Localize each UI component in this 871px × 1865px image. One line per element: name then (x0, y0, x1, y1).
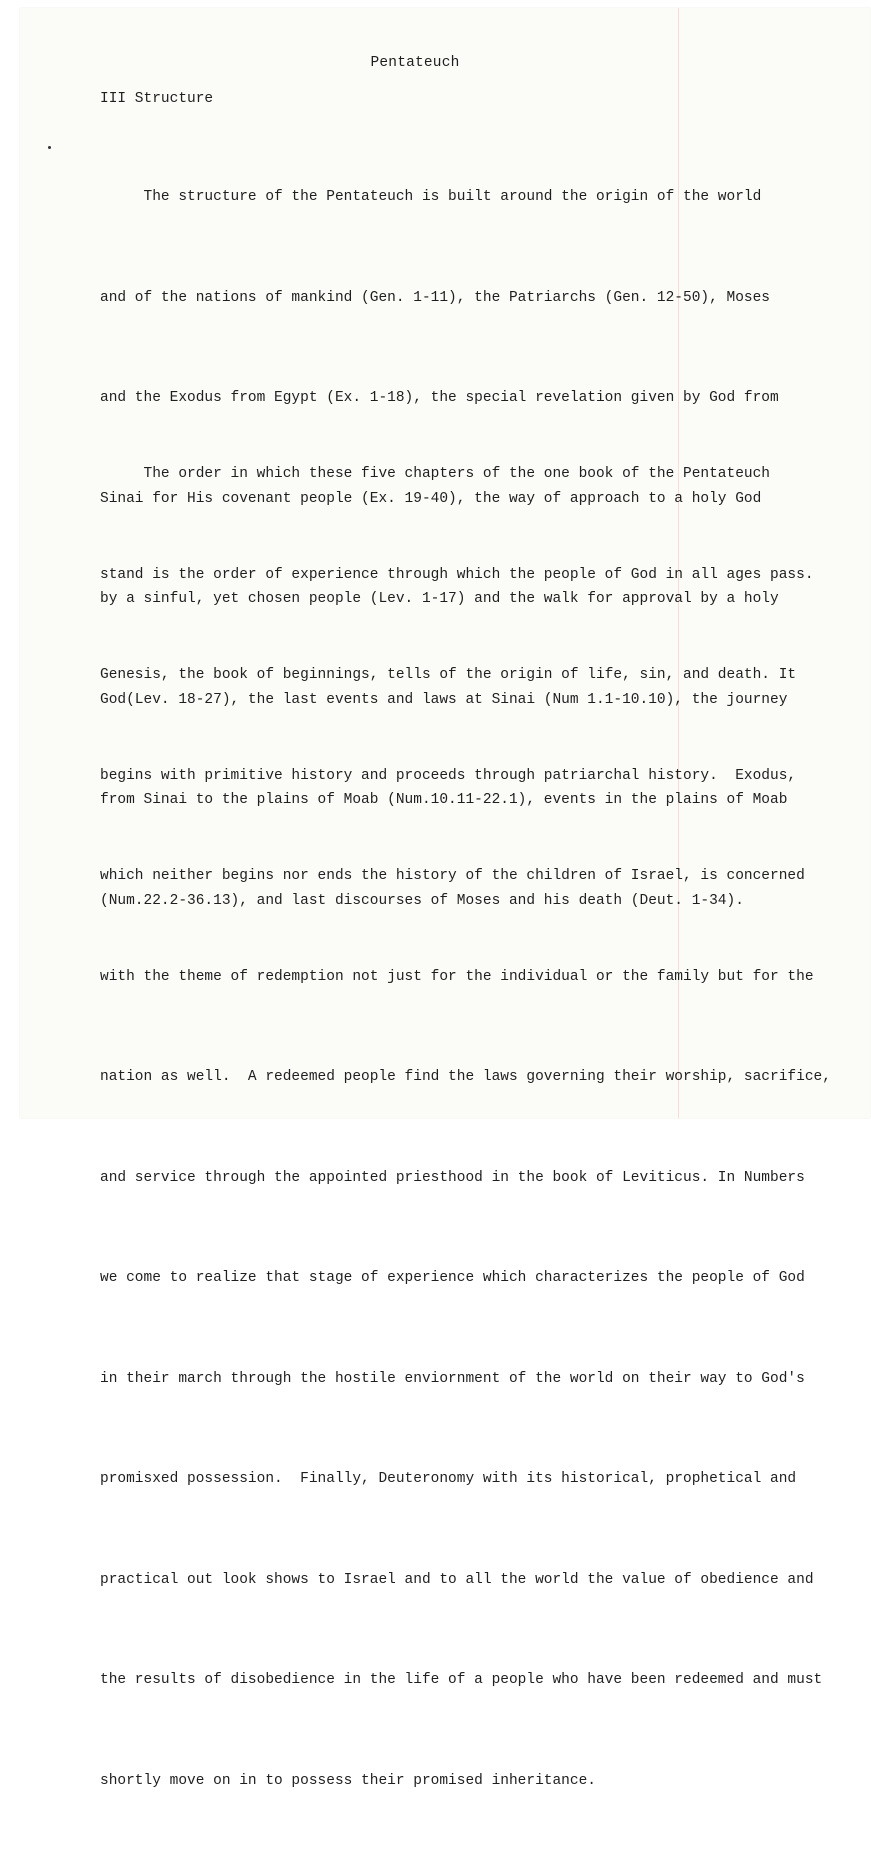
paragraph-line: God(Lev. 18-27), the last events and laws at Sinai (Num 1.1-10.10), the journey (100, 691, 788, 708)
paragraph-line: practical out look shows to Israel and to all the world the value of obedience and (100, 1571, 814, 1588)
paragraph-line: begins with primitive history and proceeds through patriarchal history. Exodus, (100, 767, 797, 784)
paragraph-line: nation as well. A redeemed people find the laws governing their worship, sacrifice, (100, 1069, 831, 1085)
paragraph-line: Genesis, the book of beginnings, tells of the origin of life, sin, and death. It (100, 667, 797, 683)
paragraph-line: The structure of the Pentateuch is built around the origin of the world (100, 189, 762, 205)
paragraph-line: The order in which these five chapters of the one book of the Pentateuch (100, 466, 771, 482)
paragraph-2 (100, 391, 831, 1865)
paragraph-line: the results of disobedience in the life of a people who have been redeemed and must (100, 1672, 823, 1688)
paragraph-line: Sinai for His covenant people (Ex. 19-40), the way of approach to a holy God (100, 490, 762, 507)
margin-dot (48, 146, 51, 149)
paragraph-line: in their march through the hostile enviornment of the world on their way to God's (100, 1370, 805, 1387)
paragraph-line: which neither begins nor ends the history of the children of Israel, is concerned (100, 868, 805, 884)
paragraph-line: and of the nations of mankind (Gen. 1-11), the Patriarchs (Gen. 12-50), Moses (100, 289, 771, 306)
paragraph-line: and service through the appointed priesthood in the book of Leviticus. In Numbers (100, 1169, 805, 1186)
document-page (20, 8, 870, 1789)
paragraph-line: promisxed possession. Finally, Deuteronomy with its historical, prophetical and (100, 1471, 797, 1487)
paragraph-line: from Sinai to the plains of Moab (Num.10.11-22.1), events in the plains of Moab (100, 792, 788, 808)
paragraph-line: (Num.22.2-36.13), and last discourses of Moses and his death (Deut. 1-34). (100, 892, 744, 909)
paragraph-line: we come to realize that stage of experience which characterizes the people of God (100, 1270, 805, 1286)
paragraph-line: by a sinful, yet chosen people (Lev. 1-17) and the walk for approval by a holy (100, 591, 779, 607)
paragraph-line: stand is the order of experience through which the people of God in all ages pass. (100, 566, 814, 583)
paragraph-line: with the theme of redemption not just for the individual or the family but for the (100, 968, 814, 985)
section-heading: III Structure (100, 91, 214, 107)
document-title: Pentateuch (370, 55, 460, 71)
paragraph-line: and the Exodus from Egypt (Ex. 1-18), the special revelation given by God from (100, 390, 779, 406)
paragraph-line: shortly move on in to possess their promised inheritance. (100, 1772, 596, 1789)
